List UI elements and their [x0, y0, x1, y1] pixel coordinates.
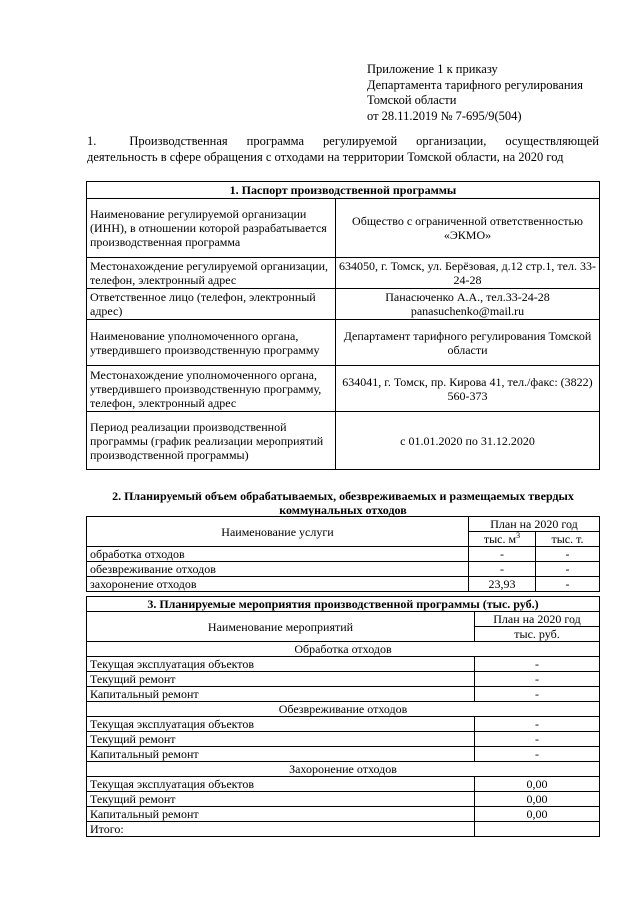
passport-label: Наименование уполномоченного органа, утвердившего производственную программу	[87, 320, 336, 366]
section-title: Обезвреживание отходов	[87, 702, 600, 717]
service-header: Наименование услуги	[87, 517, 469, 547]
unit-header-t: тыс. т.	[536, 532, 600, 547]
measures-unit-header: тыс. руб.	[475, 627, 600, 642]
intro-number: 1.	[87, 134, 97, 148]
measure-value: -	[475, 672, 600, 687]
service-name: обработка отходов	[87, 547, 469, 562]
measure-value: 0,00	[475, 807, 600, 822]
measure-name: Текущий ремонт	[87, 792, 475, 807]
measure-value: 0,00	[475, 792, 600, 807]
passport-value: Департамент тарифного регулирования Томской области	[336, 320, 600, 366]
service-value-t: -	[536, 547, 600, 562]
intro-word: Производственная	[129, 134, 228, 148]
measure-name: Текущая эксплуатация объектов	[87, 717, 475, 732]
intro-paragraph	[87, 133, 599, 165]
section-title: Обработка отходов	[87, 642, 600, 657]
intro-word: осуществляющей	[505, 134, 599, 148]
measures-title: 3. Планируемые мероприятия производственной программы (тыс. руб.)	[87, 597, 600, 612]
measures-table	[86, 596, 600, 837]
service-value-t: -	[536, 577, 600, 592]
measure-name: Капитальный ремонт	[87, 807, 475, 822]
passport-title: 1. Паспорт производственной программы	[87, 182, 600, 199]
passport-value: 634050, г. Томск, ул. Берёзовая, д.12 стр.1, тел. 33-24-28	[336, 258, 600, 289]
measure-name: Текущий ремонт	[87, 732, 475, 747]
passport-value: Панасюченко А.А., тел.33-24-28 panasuchenko@mail.ru	[336, 289, 600, 320]
service-value-t: -	[536, 562, 600, 577]
measures-name-header: Наименование мероприятий	[87, 612, 475, 642]
service-value-m3: 23,93	[469, 577, 536, 592]
measures-plan-header: План на 2020 год	[475, 612, 600, 627]
volume-title: 2. Планируемый объем обрабатываемых, обезвреживаемых и размещаемых твердых коммунальных отходов	[112, 489, 574, 517]
service-value-m3: -	[469, 562, 536, 577]
passport-label: Местонахождение регулируемой организации, телефон, электронный адрес	[87, 258, 336, 289]
passport-table	[86, 181, 600, 470]
unit-header-m3	[469, 532, 536, 547]
annex-line: Томской области	[367, 93, 457, 107]
measure-value: -	[475, 657, 600, 672]
volume-table	[86, 516, 600, 592]
service-name: захоронение отходов	[87, 577, 469, 592]
measure-value: -	[475, 687, 600, 702]
plan-header: План на 2020 год	[469, 517, 600, 532]
measure-name: Текущая эксплуатация объектов	[87, 657, 475, 672]
annex-line: Департамента тарифного регулирования	[367, 77, 583, 92]
unit-m3-exponent: 3	[516, 531, 521, 540]
service-value-m3: -	[469, 547, 536, 562]
passport-label: Местонахождение уполномоченного органа, утвердившего производственную программу, телефон, электронный адрес	[87, 366, 336, 412]
total-label: Итого:	[87, 822, 475, 837]
passport-value: 634041, г. Томск, пр. Кирова 41, тел./факс: (3822) 560-373	[336, 366, 600, 412]
unit-m3-label: тыс. м	[483, 532, 517, 546]
total-value	[475, 822, 600, 837]
measure-value: -	[475, 717, 600, 732]
intro-word: регулируемой	[323, 134, 398, 148]
measure-value: -	[475, 747, 600, 762]
measure-value: 0,00	[475, 777, 600, 792]
measure-name: Капитальный ремонт	[87, 747, 475, 762]
service-name: обезвреживание отходов	[87, 562, 469, 577]
passport-value: с 01.01.2020 по 31.12.2020	[336, 412, 600, 470]
measure-name: Капитальный ремонт	[87, 687, 475, 702]
passport-label: Период реализации производственной программы (график реализации мероприятий производственной программы)	[87, 412, 336, 470]
passport-label: Ответственное лицо (телефон, электронный адрес)	[87, 289, 336, 320]
passport-label: Наименование регулируемой организации (ИНН), в отношении которой разрабатывается производственная программа	[87, 199, 336, 258]
annex-line: от 28.11.2019 № 7-695/9(504)	[367, 108, 522, 123]
annex-line: Приложение 1 к приказу	[367, 62, 498, 76]
section-title: Захоронение отходов	[87, 762, 600, 777]
measure-value: -	[475, 732, 600, 747]
intro-word: программа	[246, 134, 305, 148]
measure-name: Текущий ремонт	[87, 672, 475, 687]
annex-header	[367, 62, 583, 124]
intro-line-2: деятельность в сфере обращения с отходами на территории Томской области, на 2020 год	[87, 150, 564, 164]
passport-value: Общество с ограниченной ответственностью «ЭКМО»	[336, 199, 600, 258]
measure-name: Текущая эксплуатация объектов	[87, 777, 475, 792]
intro-word: организации,	[416, 134, 487, 148]
